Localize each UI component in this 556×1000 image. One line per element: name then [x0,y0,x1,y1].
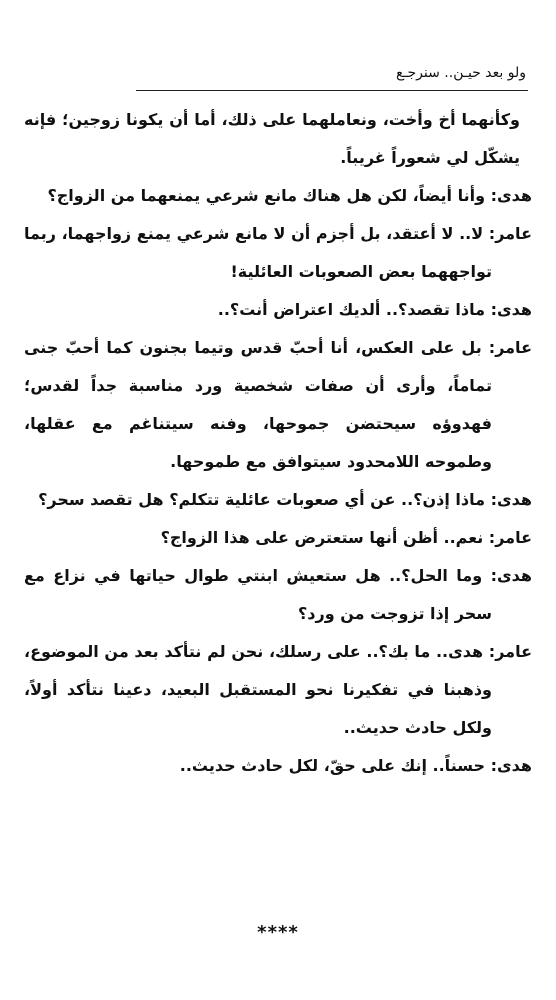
section-separator: **** [257,922,299,943]
dialogue-line: هدى: ماذا تقصد؟.. ألديك اعتراض أنت؟.. [217,300,532,319]
dialogue-line: هدى: حسناً.. إنك على حقّ، لكل حادث حديث.. [179,756,532,775]
paragraph: وكأنهما أخ وأخت، ونعاملهما على ذلك، أما أن يكونا زوجين؛ فإنه يشكّل لي شعوراً غريباً. [24,110,520,167]
dialogue-line: عامر: هدى.. ما بك؟.. على رسلك، نحن لم نتأكد بعد من الموضوع، وذهبنا في تفكيرنا نحو المستقبل البعيد، دعينا نتأكد أولاً، ولكل حادث حديث.. [24,642,532,737]
header-rule [136,90,528,91]
dialogue-line: هدى: وأنا أيضاً، لكن هل هناك مانع شرعي يمنعهما من الزواج؟ [47,186,532,205]
body-text [24,101,532,785]
dialogue-line: عامر: نعم.. أظن أنها ستعترض على هذا الزواج؟ [160,528,532,547]
dialogue-line: عامر: لا.. لا أعتقد، بل أجزم أن لا مانع شرعي يمنع زواجهما، ربما تواجههما بعض الصعوبات العائلية! [24,224,532,281]
dialogue-line: عامر: بل على العكس، أنا أحبّ قدس وتيما بجنون كما أحبّ جنى تماماً، وأرى أن صفات شخصية ورد مناسبة جداً لقدس؛ فهدوؤه سيحتضن جموحها، وفنه سيتناغم مع عقلها، وطموحه اللامحدود سيتوافق مع طموحها. [24,338,532,471]
running-header: ولو بعد حيـن.. سنرجـع [395,65,526,81]
dialogue-line: هدى: ماذا إذن؟.. عن أي صعوبات عائلية تتكلم؟ هل تقصد سحر؟ [38,490,532,509]
dialogue-line: هدى: وما الحل؟.. هل ستعيش ابنتي طوال حياتها في نزاع مع سحر إذا تزوجت من ورد؟ [24,566,532,623]
